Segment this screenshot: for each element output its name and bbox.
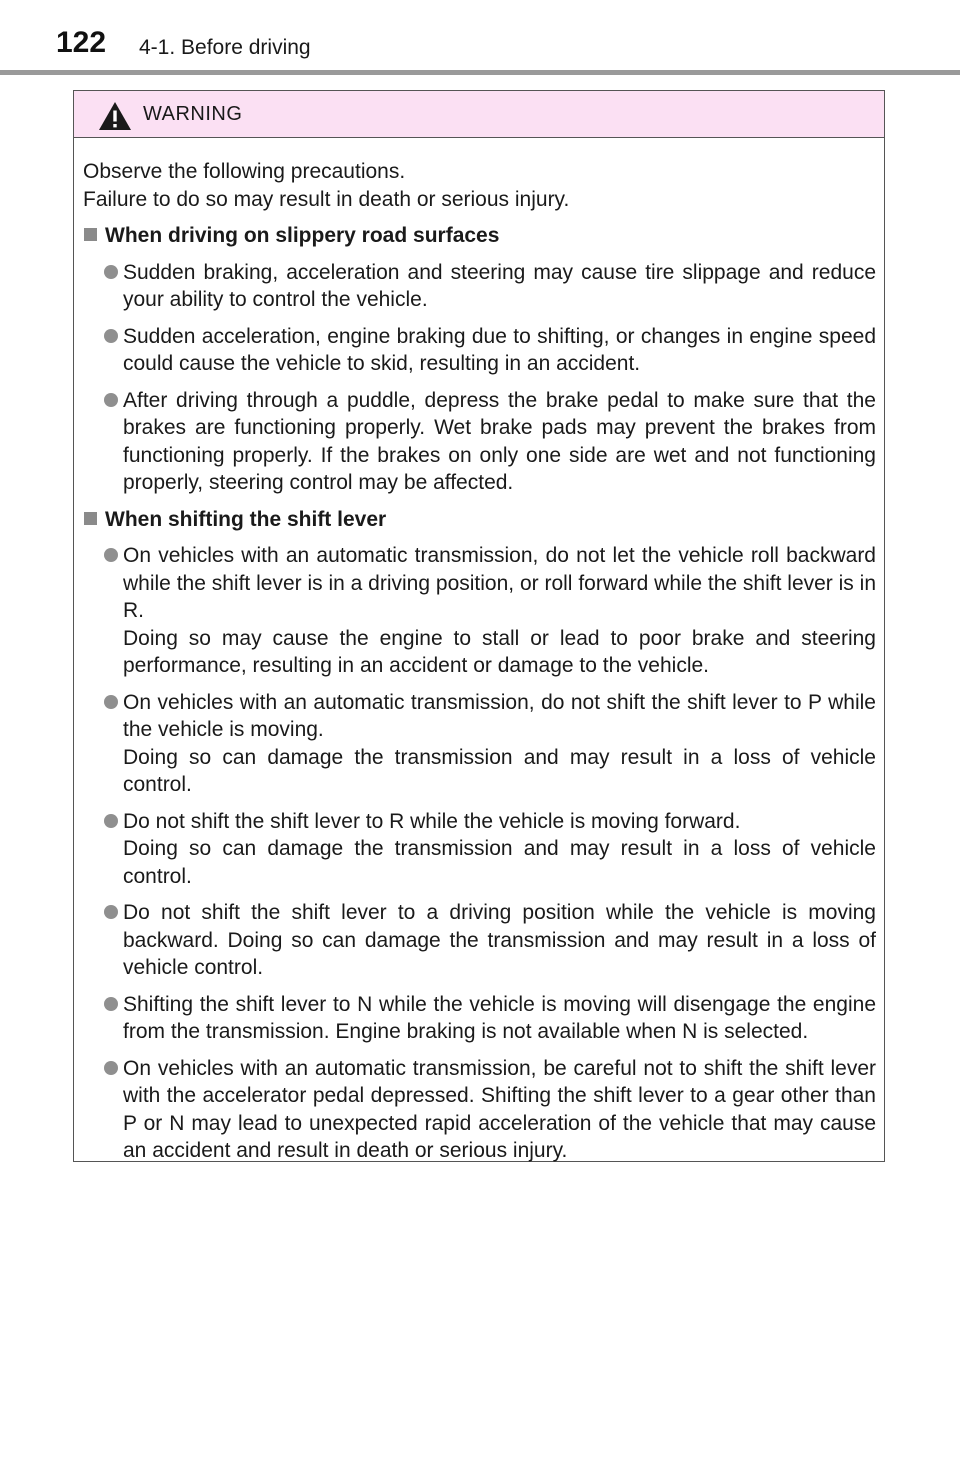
circle-bullet-icon (104, 695, 118, 709)
bullet-text: Sudden acceleration, engine braking due to shifting, or changes in engine speed could cause the vehicle to skid, resulting in an accident. (123, 324, 876, 375)
square-bullet-icon (84, 512, 97, 525)
bullet-text: Do not shift the shift lever to a driving position while the vehicle is moving backward. Doing so can damage the transmission and may result in a loss of vehicle control. (123, 901, 876, 979)
section-heading (83, 506, 876, 534)
bullet-text: After driving through a puddle, depress the brake pedal to make sure that the brakes are functioning properly. Wet brake pads may prevent the brakes from functioning properly. If the brakes on only one side are wet and not functioning properly, steering control may be affected. (123, 388, 876, 494)
circle-bullet-icon (104, 265, 118, 279)
warning-intro (83, 158, 876, 213)
intro-line: Observe the following precautions. (83, 160, 406, 183)
square-bullet-icon (84, 228, 97, 241)
bullet-text: Sudden braking, acceleration and steering may cause tire slippage and reduce your ability to control the vehicle. (123, 260, 876, 311)
bullet-text: Shifting the shift lever to N while the vehicle is moving will disengage the engine from the transmission. Engine braking is not available when N is selected. (123, 992, 876, 1043)
bullet-item (83, 1055, 876, 1165)
bullet-item (83, 259, 876, 314)
bullet-text: Doing so may cause the engine to stall or lead to poor brake and steering performance, resulting in an accident or damage to the vehicle. (123, 626, 876, 677)
bullet-text: Doing so can damage the transmission and may result in a loss of vehicle control. (123, 745, 876, 796)
circle-bullet-icon (104, 814, 118, 828)
warning-box (73, 90, 885, 1162)
circle-bullet-icon (104, 329, 118, 343)
page-header (0, 0, 960, 76)
bullet-item (83, 808, 876, 891)
intro-line: Failure to do so may result in death or serious injury. (83, 187, 570, 211)
warning-triangle-icon (98, 101, 132, 131)
circle-bullet-icon (104, 393, 118, 407)
warning-label: WARNING (143, 103, 243, 125)
section-heading (83, 222, 876, 250)
bullet-text: On vehicles with an automatic transmission, do not shift the shift lever to P while the vehicle is moving. (123, 690, 876, 741)
warning-header (74, 91, 884, 138)
circle-bullet-icon (104, 905, 118, 919)
page-number: 122 (56, 26, 107, 59)
bullet-item (83, 323, 876, 378)
section-heading-text: When driving on slippery road surfaces (105, 224, 500, 247)
circle-bullet-icon (104, 1061, 118, 1075)
bullet-item (83, 689, 876, 799)
warning-body (74, 138, 884, 1165)
bullet-text: On vehicles with an automatic transmission, be careful not to shift the shift lever with the accelerator pedal depressed. Shifting the shift lever to a gear other than P or N may lead to unexpected rapid acceleration of the vehicle that may cause an accident and result in death or serious injury. (123, 1056, 876, 1162)
header-divider (0, 70, 960, 75)
circle-bullet-icon (104, 548, 118, 562)
section-title: 4-1. Before driving (139, 36, 311, 59)
bullet-item (83, 387, 876, 497)
circle-bullet-icon (104, 997, 118, 1011)
bullet-text: On vehicles with an automatic transmission, do not let the vehicle roll backward while the shift lever is in a driving position, or roll forward while the shift lever is in R. (123, 544, 876, 622)
bullet-item (83, 899, 876, 982)
section-heading-text: When shifting the shift lever (105, 507, 387, 531)
bullet-text: Doing so can damage the transmission and may result in a loss of vehicle control. (123, 837, 876, 888)
bullet-item (83, 542, 876, 680)
bullet-item (83, 991, 876, 1046)
bullet-text: Do not shift the shift lever to R while the vehicle is moving forward. (123, 809, 741, 833)
